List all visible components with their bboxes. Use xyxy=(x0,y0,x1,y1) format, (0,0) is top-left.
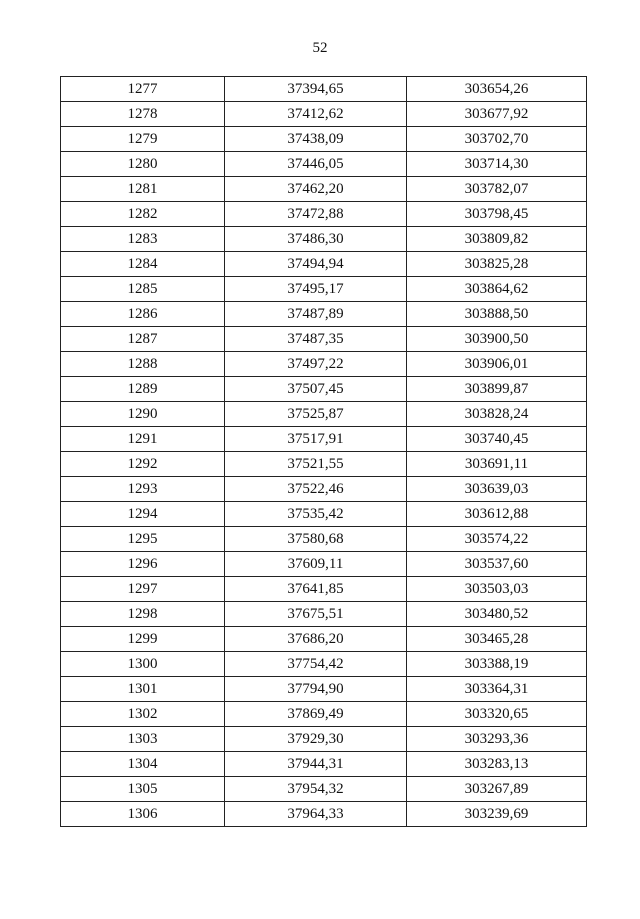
x-coordinate-cell: 37472,88 xyxy=(225,202,407,227)
y-coordinate-cell: 303267,89 xyxy=(407,777,587,802)
y-coordinate-cell: 303906,01 xyxy=(407,352,587,377)
point-number-cell: 1290 xyxy=(61,402,225,427)
x-coordinate-cell: 37525,87 xyxy=(225,402,407,427)
x-coordinate-cell: 37535,42 xyxy=(225,502,407,527)
y-coordinate-cell: 303899,87 xyxy=(407,377,587,402)
x-coordinate-cell: 37486,30 xyxy=(225,227,407,252)
table-row xyxy=(61,202,587,227)
y-coordinate-cell: 303864,62 xyxy=(407,277,587,302)
y-coordinate-cell: 303465,28 xyxy=(407,627,587,652)
y-coordinate-cell: 303293,36 xyxy=(407,727,587,752)
y-coordinate-cell: 303612,88 xyxy=(407,502,587,527)
y-coordinate-cell: 303809,82 xyxy=(407,227,587,252)
table-row xyxy=(61,502,587,527)
point-number-cell: 1279 xyxy=(61,127,225,152)
point-number-cell: 1278 xyxy=(61,102,225,127)
y-coordinate-cell: 303825,28 xyxy=(407,252,587,277)
x-coordinate-cell: 37580,68 xyxy=(225,527,407,552)
x-coordinate-cell: 37394,65 xyxy=(225,77,407,102)
table-row xyxy=(61,802,587,827)
table-row xyxy=(61,352,587,377)
x-coordinate-cell: 37964,33 xyxy=(225,802,407,827)
point-number-cell: 1283 xyxy=(61,227,225,252)
table-row xyxy=(61,127,587,152)
y-coordinate-cell: 303503,03 xyxy=(407,577,587,602)
table-row xyxy=(61,602,587,627)
x-coordinate-cell: 37462,20 xyxy=(225,177,407,202)
point-number-cell: 1285 xyxy=(61,277,225,302)
table-row xyxy=(61,377,587,402)
table-row xyxy=(61,627,587,652)
x-coordinate-cell: 37641,85 xyxy=(225,577,407,602)
point-number-cell: 1303 xyxy=(61,727,225,752)
y-coordinate-cell: 303364,31 xyxy=(407,677,587,702)
x-coordinate-cell: 37929,30 xyxy=(225,727,407,752)
y-coordinate-cell: 303654,26 xyxy=(407,77,587,102)
point-number-cell: 1304 xyxy=(61,752,225,777)
y-coordinate-cell: 303639,03 xyxy=(407,477,587,502)
y-coordinate-cell: 303388,19 xyxy=(407,652,587,677)
x-coordinate-cell: 37497,22 xyxy=(225,352,407,377)
table-row xyxy=(61,402,587,427)
x-coordinate-cell: 37522,46 xyxy=(225,477,407,502)
x-coordinate-cell: 37446,05 xyxy=(225,152,407,177)
point-number-cell: 1295 xyxy=(61,527,225,552)
point-number-cell: 1300 xyxy=(61,652,225,677)
point-number-cell: 1282 xyxy=(61,202,225,227)
x-coordinate-cell: 37494,94 xyxy=(225,252,407,277)
y-coordinate-cell: 303714,30 xyxy=(407,152,587,177)
point-number-cell: 1299 xyxy=(61,627,225,652)
page-number: 52 xyxy=(312,40,328,56)
table-row xyxy=(61,427,587,452)
x-coordinate-cell: 37609,11 xyxy=(225,552,407,577)
table-row xyxy=(61,227,587,252)
table-row xyxy=(61,577,587,602)
table-row xyxy=(61,527,587,552)
point-number-cell: 1298 xyxy=(61,602,225,627)
table-row xyxy=(61,252,587,277)
y-coordinate-cell: 303828,24 xyxy=(407,402,587,427)
table-row xyxy=(61,327,587,352)
x-coordinate-cell: 37495,17 xyxy=(225,277,407,302)
point-number-cell: 1289 xyxy=(61,377,225,402)
y-coordinate-cell: 303537,60 xyxy=(407,552,587,577)
y-coordinate-cell: 303320,65 xyxy=(407,702,587,727)
table-row xyxy=(61,77,587,102)
point-number-cell: 1288 xyxy=(61,352,225,377)
table-row xyxy=(61,177,587,202)
point-number-cell: 1284 xyxy=(61,252,225,277)
y-coordinate-cell: 303677,92 xyxy=(407,102,587,127)
y-coordinate-cell: 303888,50 xyxy=(407,302,587,327)
point-number-cell: 1292 xyxy=(61,452,225,477)
point-number-cell: 1287 xyxy=(61,327,225,352)
y-coordinate-cell: 303691,11 xyxy=(407,452,587,477)
x-coordinate-cell: 37754,42 xyxy=(225,652,407,677)
y-coordinate-cell: 303900,50 xyxy=(407,327,587,352)
x-coordinate-cell: 37412,62 xyxy=(225,102,407,127)
y-coordinate-cell: 303740,45 xyxy=(407,427,587,452)
x-coordinate-cell: 37507,45 xyxy=(225,377,407,402)
x-coordinate-cell: 37521,55 xyxy=(225,452,407,477)
point-number-cell: 1305 xyxy=(61,777,225,802)
y-coordinate-cell: 303574,22 xyxy=(407,527,587,552)
point-number-cell: 1306 xyxy=(61,802,225,827)
x-coordinate-cell: 37954,32 xyxy=(225,777,407,802)
table-row xyxy=(61,677,587,702)
table-row xyxy=(61,152,587,177)
y-coordinate-cell: 303283,13 xyxy=(407,752,587,777)
point-number-cell: 1291 xyxy=(61,427,225,452)
x-coordinate-cell: 37869,49 xyxy=(225,702,407,727)
y-coordinate-cell: 303480,52 xyxy=(407,602,587,627)
x-coordinate-cell: 37438,09 xyxy=(225,127,407,152)
point-number-cell: 1281 xyxy=(61,177,225,202)
coordinates-table xyxy=(60,76,587,827)
y-coordinate-cell: 303239,69 xyxy=(407,802,587,827)
coordinates-table-body xyxy=(61,77,587,827)
point-number-cell: 1296 xyxy=(61,552,225,577)
table-row xyxy=(61,752,587,777)
x-coordinate-cell: 37517,91 xyxy=(225,427,407,452)
point-number-cell: 1293 xyxy=(61,477,225,502)
point-number-cell: 1277 xyxy=(61,77,225,102)
y-coordinate-cell: 303798,45 xyxy=(407,202,587,227)
x-coordinate-cell: 37487,35 xyxy=(225,327,407,352)
point-number-cell: 1302 xyxy=(61,702,225,727)
table-row xyxy=(61,702,587,727)
table-row xyxy=(61,102,587,127)
x-coordinate-cell: 37487,89 xyxy=(225,302,407,327)
point-number-cell: 1286 xyxy=(61,302,225,327)
x-coordinate-cell: 37686,20 xyxy=(225,627,407,652)
y-coordinate-cell: 303782,07 xyxy=(407,177,587,202)
y-coordinate-cell: 303702,70 xyxy=(407,127,587,152)
table-row xyxy=(61,477,587,502)
point-number-cell: 1294 xyxy=(61,502,225,527)
table-row xyxy=(61,302,587,327)
table-row xyxy=(61,552,587,577)
point-number-cell: 1280 xyxy=(61,152,225,177)
x-coordinate-cell: 37794,90 xyxy=(225,677,407,702)
table-row xyxy=(61,727,587,752)
point-number-cell: 1301 xyxy=(61,677,225,702)
table-row xyxy=(61,652,587,677)
table-row xyxy=(61,277,587,302)
table-row xyxy=(61,452,587,477)
table-row xyxy=(61,777,587,802)
x-coordinate-cell: 37675,51 xyxy=(225,602,407,627)
point-number-cell: 1297 xyxy=(61,577,225,602)
x-coordinate-cell: 37944,31 xyxy=(225,752,407,777)
